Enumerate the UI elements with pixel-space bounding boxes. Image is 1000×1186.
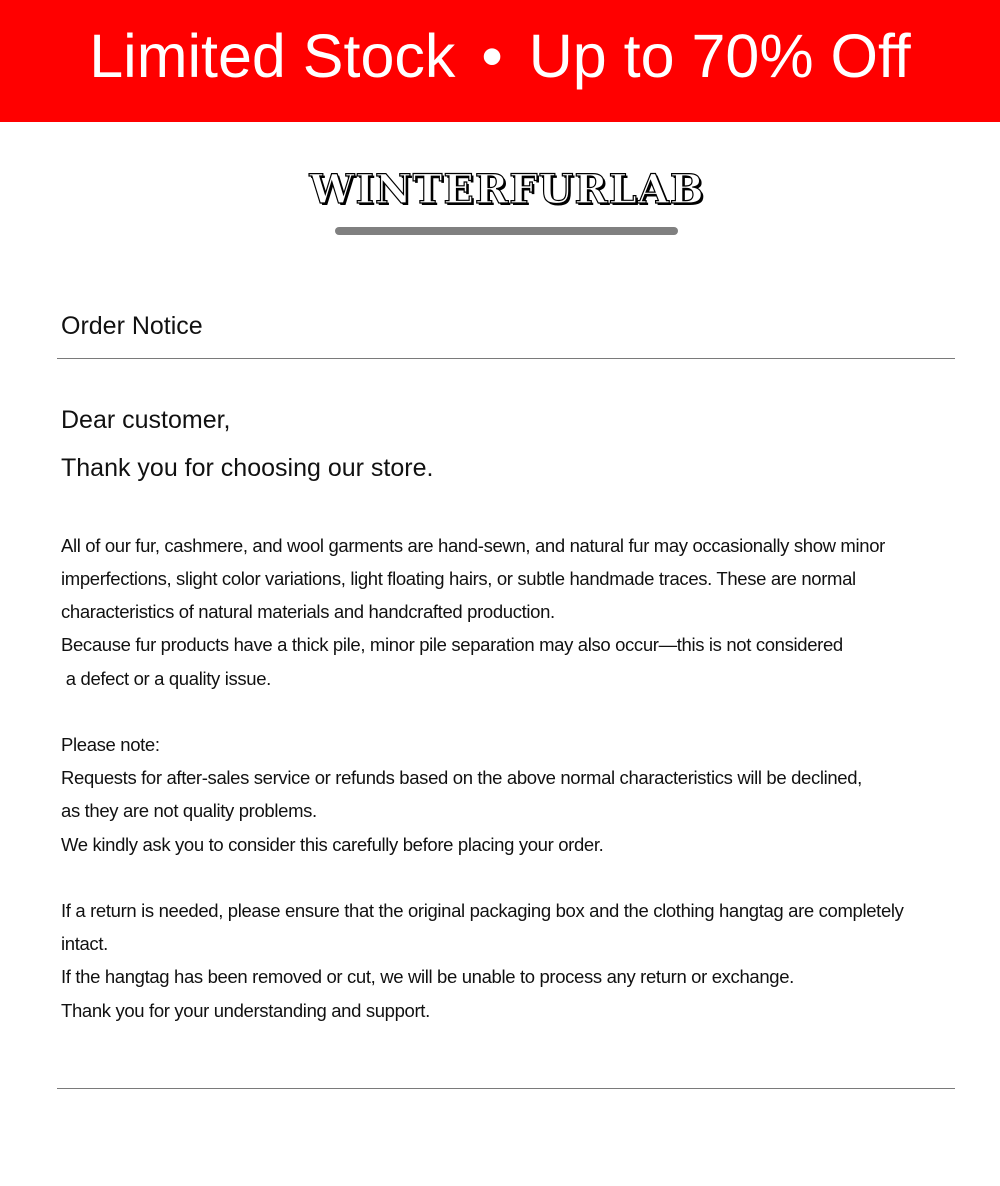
order-notice-title: Order Notice [61,312,203,340]
promo-limited-stock: Limited Stock [89,21,456,90]
notice-line: a defect or a quality issue. [61,668,271,689]
promo-banner-text [89,21,911,90]
brand-logo-area [0,166,1000,213]
notice-line: If the hangtag has been removed or cut, we will be unable to process any return or exchange. [61,966,794,987]
promo-discount: Up to 70% Off [528,21,911,90]
promo-separator: • [481,21,503,90]
brand-logo: WINTERFURLAB [309,166,705,213]
notice-line: intact. [61,933,108,954]
logo-underline [335,227,678,235]
divider-bottom [57,1088,955,1089]
greeting-dear-customer: Dear customer, [61,406,231,434]
notice-line: characteristics of natural materials and handcrafted production. [61,601,555,622]
notice-line: We kindly ask you to consider this carefully before placing your order. [61,834,604,855]
divider-top [57,358,955,359]
notice-line: All of our fur, cashmere, and wool garments are hand-sewn, and natural fur may occasionally show minor [61,535,885,556]
notice-line: Thank you for your understanding and support. [61,1000,430,1021]
notice-line: imperfections, slight color variations, light floating hairs, or subtle handmade traces. These are normal [61,568,856,589]
notice-line: as they are not quality problems. [61,800,317,821]
notice-line: Because fur products have a thick pile, minor pile separation may also occur—this is not considered [61,634,843,655]
promo-banner [0,0,1000,122]
please-note-heading: Please note: [61,734,160,755]
notice-line: Requests for after-sales service or refunds based on the above normal characteristics will be declined, [61,767,862,788]
notice-line: If a return is needed, please ensure that the original packaging box and the clothing hangtag are completely [61,900,904,921]
greeting-thank-you: Thank you for choosing our store. [61,454,434,482]
